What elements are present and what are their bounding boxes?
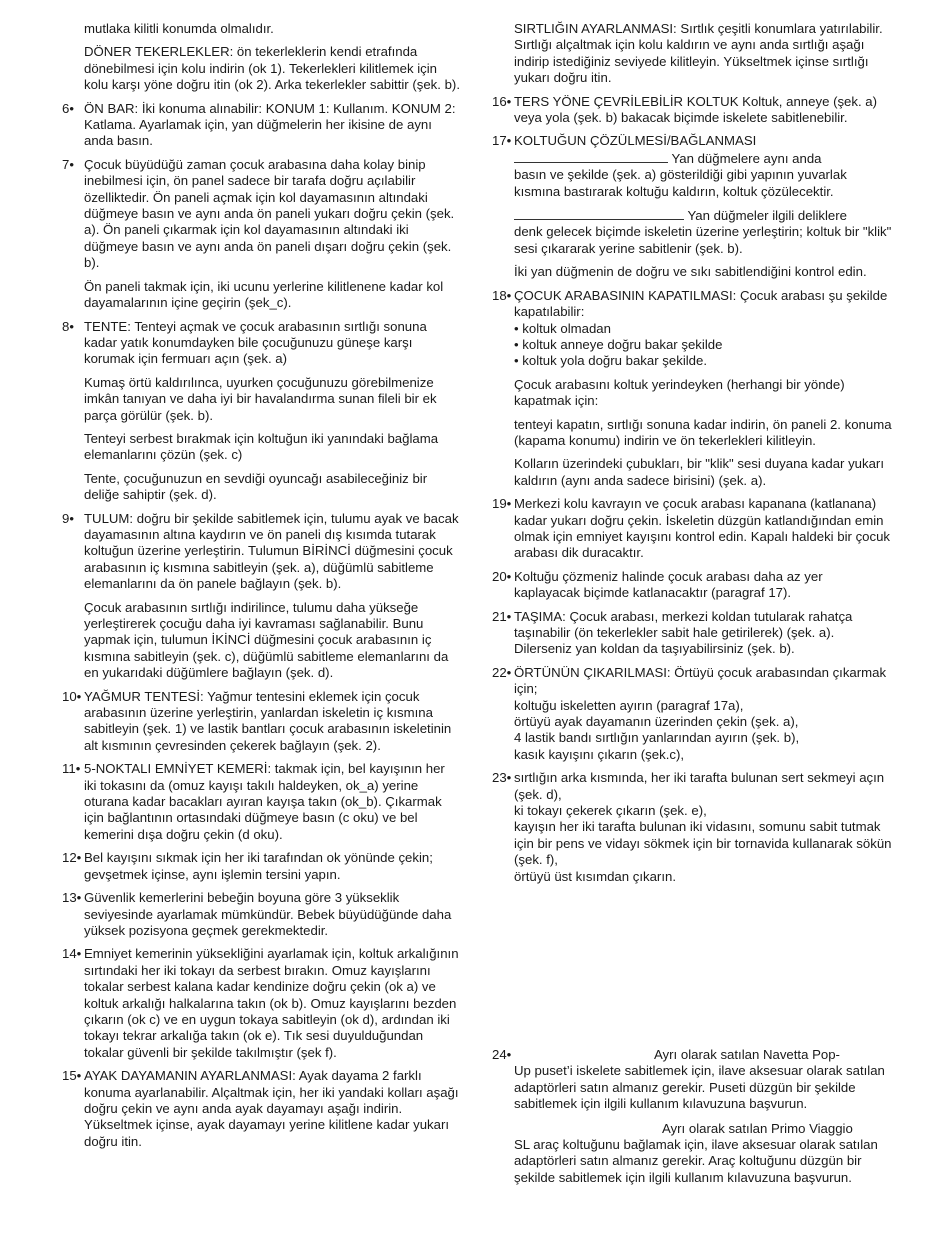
list-item <box>492 569 892 602</box>
item-paragraph: Çocuk arabasının sırtlığı indirilince, tulumu daha yükseğe yerleştirerek çocuğu daha iyi kavraması sağlanabilir. Bunu yapmak için, tulumun İKİNCİ düğmesini çocuk arabasının iç kısmına sabitleyin (şek. c), düğümlü sabitleme elemanlarını da en yukarıdaki düğümlere bağlayın (şek. d). <box>84 599 449 681</box>
list-item <box>492 496 892 562</box>
list-item-22 <box>492 665 892 763</box>
fill-in-blank <box>514 150 668 163</box>
list-item-23 <box>492 770 892 885</box>
backrest-adjustment-paragraph: SIRTLIĞIN AYARLANMASI: Sırtlık çeşitli konumlara yatırılabilir. Sırtlığı alçaltmak için kolu kaldırın ve aynı anda sırtlığı aşağı indirip istediğiniz seviyede kilitleyin. Yükseltmek içinse sırtlığı yukarı doğru itin. <box>514 21 883 86</box>
item-paragraph: Ön paneli takmak için, iki ucunu yerlerine kilitlenene kadar kol dayamalarının içine geçirin (şek_c). <box>84 278 444 311</box>
item-paragraph: Çocuk büyüdüğü zaman çocuk arabasına daha kolay binip inebilmesi için, ön panel sadece bir tarafa doğru açılabilir özelliktedir. Ön paneli açmak için kol dayamasının altındaki düğmeye basın ve aynı anda ön paneli yukarı doğru çekin (şek. a). Ön paneli çıkarmak için kol dayamasının altındaki iki düğmeye basın ve aynı anda ön paneli dışarı doğru çekin (şek. b). <box>84 156 455 271</box>
item-text: Yan düğmeler ilgili deliklere <box>687 208 847 224</box>
item-text: TAŞIMA: Çocuk arabası, merkezi koldan tutularak rahatça taşınabilir (ön tekerlekler sabit hale getirilerek) (şek. a). Dilerseniz yan koldan da taşıyabilirsiniz (şek. b). <box>514 608 853 657</box>
item-text: ÇOCUK ARABASININ KAPATILMASI: Çocuk arabası şu şekilde kapatılabilir: <box>514 287 888 320</box>
item-number: 21• <box>492 608 512 624</box>
bullet-item: • koltuk anneye doğru bakar şekilde <box>514 336 723 352</box>
list-item <box>62 890 460 939</box>
item-paragraph: ÖN BAR: İki konuma alınabilir: KONUM 1: Kullanım. KONUM 2: Katlama. Ayarlamak için, yan düğmelerin her ikisine de aynı anda basın. <box>84 100 456 149</box>
item-text: basın ve şekilde (şek. a) gösterildiği gibi yapının yuvarlak kısmına bastırarak koltuğu kaldırın, koltuk çözülecektir. <box>514 167 847 199</box>
item-paragraph: TENTE: Tenteyi açmak ve çocuk arabasının sırtlığı sonuna kadar yatık konumdayken bile çocuğunuzu güneşe karşı korumak için fermuarı açın (şek. a) <box>84 318 427 367</box>
item-number: 24• <box>492 1047 512 1062</box>
right-column <box>492 21 892 1185</box>
item-number: 10• <box>62 688 82 704</box>
bullet-item: • koltuk yola doğru bakar şekilde. <box>514 353 708 369</box>
right-items-list <box>492 496 892 658</box>
list-item-16 <box>492 94 892 127</box>
item-title: KOLTUĞUN ÇÖZÜLMESİ/BAĞLANMASI <box>514 133 757 149</box>
item-number: 22• <box>492 664 512 680</box>
item-number: 18• <box>492 287 512 303</box>
list-item-18 <box>492 288 892 489</box>
item-text: SL araç koltuğunu bağlamak için, ilave aksesuar olarak satılan adaptörleri satın almanız gerekir. Araç koltuğunu düzgün bir şekilde sabitlemek için ilgili kullanım kılavuzuna başvurun. <box>514 1137 878 1185</box>
swivel-wheels-paragraph: DÖNER TEKERLEKLER: ön tekerleklerin kendi etrafında dönebilmesi için kolu indirin (ok 1). Tekerlekleri kilitlemek için kolu karşı yöne doğru itin (ok 2). Arka tekerlekler sabittir (şek. b). <box>84 44 460 93</box>
item-line: 4 lastik bandı sırtlığın yanlarından ayırın (şek. b), <box>514 730 800 746</box>
list-item <box>492 609 892 658</box>
backrest-adjustment-block <box>492 21 892 87</box>
item-line: sırtlığın arka kısmında, her iki tarafta bulunan sert sekmeyi açın (şek. d), <box>514 770 885 802</box>
item-paragraph: Emniyet kemerinin yüksekliğini ayarlamak için, koltuk arkalığının sırtındaki her iki tokayı da serbest bırakın. Omuz kayışlarını tokalar serbest kalana kadar kendinize doğru çekin (ok a) ve koltuk arkalığı halkalarına takın (ok b). Omuz kayışlarını bezden çıkarın (ok c) ve en uygun tokaya sabitleyin (ok d), ardından iki tokayı tekrar arkalığa takın (ok e). Tık sesi duyulduğundan tokalar güvenli bir şekilde takılmıştır (şek f). <box>84 946 459 1060</box>
item-number: 8• <box>62 318 74 334</box>
left-column <box>62 21 460 1157</box>
item-number: 11• <box>62 761 81 777</box>
item-text: Ayrı olarak satılan Navetta Pop- <box>654 1047 840 1062</box>
item-line: ÖRTÜNÜN ÇIKARILMASI: Örtüyü çocuk arabasından çıkarmak için; <box>514 664 887 697</box>
item-number: 12• <box>62 850 82 866</box>
item-text: İki yan düğmenin de doğru ve sıkı sabitlendiğini kontrol edin. <box>514 264 867 280</box>
item-text: Ayrı olarak satılan Primo Viaggio <box>662 1120 853 1136</box>
item-line: ki tokayı çekerek çıkarın (şek. e), <box>514 803 707 819</box>
item-paragraph: Bel kayışını sıkmak için her iki tarafından ok yönünde çekin; gevşetmek içinse, aynı işlemin tersini yapın. <box>84 850 433 882</box>
item-paragraph: Kumaş örtü kaldırılınca, uyurken çocuğunuzu görebilmenize imkân tanıyan ve daha iyi bir havalandırma sunan fileli bir ek parça görülür (şek. b). <box>84 374 437 423</box>
item-paragraph: AYAK DAYAMANIN AYARLANMASI: Ayak dayama 2 farklı konuma ayarlanabilir. Alçaltmak için, her iki yandaki kolları aşağı doğru çekin ve aynı anda ayak dayamayı aşağı indirin. Yükseltmek içinse, ayak dayamayı yerine kilitlene kadar yukarı doğru itin. <box>84 1068 459 1149</box>
item-paragraph: Tente, çocuğunuzun en sevdiği oyuncağı asabileceğiniz bir deliğe sahiptir (şek. d). <box>84 470 428 503</box>
item-number: 17• <box>492 133 512 149</box>
list-item <box>62 319 460 504</box>
intro-block <box>62 21 460 94</box>
item-line: kayışın her iki tarafta bulunan iki vidasını, somunu sabit tutmak için bir pens ve vidayı sökmek için bir tornavida kullanarak sökün (şek. f), <box>514 819 892 868</box>
left-items-list <box>62 101 460 1151</box>
item-text: Çocuk arabasını koltuk yerindeyken (herhangi bir yönde) kapatmak için: <box>514 376 845 409</box>
item-line: koltuğu iskeletten ayırın (paragraf 17a), <box>514 697 744 713</box>
list-item <box>62 946 460 1061</box>
item-line: örtüyü üst kısımdan çıkarın. <box>514 868 676 884</box>
item-number: 20• <box>492 568 512 584</box>
item-paragraph: YAĞMUR TENTESİ: Yağmur tentesini eklemek için çocuk arabasının üzerine yerleştirin, yanlardan iskeletin iç kısmına sabitleyin (şek. 1) ve lastik bantları çocuk arabasının iskeletinin alt kısmının çevresinden çekerek bağlayın (şek. 2). <box>84 688 452 753</box>
list-item-17 <box>492 133 892 280</box>
item-text: Kolların üzerindeki çubukları, bir "klik" sesi duyana kadar yukarı kaldırın (aynı anda sadece birisini) (şek. a). <box>514 456 884 488</box>
item-line: kasık kayışını çıkarın (şek.c), <box>514 746 685 762</box>
item-number: 13• <box>62 890 82 906</box>
list-item <box>62 850 460 883</box>
item-text: denk gelecek biçimde iskeletin üzerine yerleştirin; koltuk bir "klik" sesi çıkararak yerine sabitlenir (şek. b). <box>514 224 892 256</box>
item-number: 14• <box>62 946 82 962</box>
item-number: 23• <box>492 770 512 786</box>
list-item <box>62 689 460 755</box>
item-paragraph: Tenteyi serbest bırakmak için koltuğun iki yanındaki bağlama elemanlarını çözün (şek. c) <box>84 430 439 463</box>
item-number: 7• <box>62 156 74 172</box>
item-text: Up puset’i iskelete sabitlemek için, ilave aksesuar olarak satılan adaptörleri satın almanız gerekir. Puseti düzgün bir şekilde sabitlemek için ilgili kullanım kılavuzuna başvurun. <box>514 1063 885 1112</box>
item-paragraph: TULUM: doğru bir şekilde sabitlemek için, tulumu ayak ve bacak dayamasının altına kaydırın ve ön paneli dış kısımda tutarak koltuğun üzerine yerleştirin. Tulumun BİRİNCİ düğmesini çocuk arabasının iç kısmına sabitleyin (şek. a), düğümlü sabitleme elemanlarını da ön panele bağlayın (şek. b). <box>84 510 459 592</box>
list-item-24 <box>492 1047 892 1186</box>
item-number: 6• <box>62 100 74 116</box>
intro-line: mutlaka kilitli konumda olmalıdır. <box>84 21 274 36</box>
item-text: Yan düğmelere aynı anda <box>671 150 822 166</box>
list-item <box>62 511 460 682</box>
fill-in-blank <box>514 207 684 220</box>
list-item <box>62 101 460 150</box>
item-paragraph: 5-NOKTALI EMNİYET KEMERİ: takmak için, bel kayışının her iki tokasını da (omuz kayışı takılı haldeyken, ok_a) yerine oturana kadar bacakları ayıran kayışa takın (ok_b). Çıkarmak için bağlantının ortasındaki düğmeye basın (c oku) ve bel kemerini dışa doğru çekin (d oku). <box>84 761 445 842</box>
item-line: örtüyü ayak dayamanın üzerinden çekin (şek. a), <box>514 714 799 730</box>
item-text: Merkezi kolu kavrayın ve çocuk arabası kapanana (katlanana) kadar yukarı doğru çekin. İskeletin düzgün katlandığından emin olmak için emniyet kayışını kontrol edin. Kapalı haldeki bir çocuk arabası dik duracaktır. <box>514 496 891 561</box>
item-text: Koltuğu çözmeniz halinde çocuk arabası daha az yer kaplayacak biçimde katlanacaktır (paragraf 17). <box>514 568 823 601</box>
list-item <box>62 761 460 843</box>
item-paragraph: Güvenlik kemerlerini bebeğin boyuna göre 3 yükseklik seviyesinde ayarlamak mümkündür. Bebek büyüdüğünde daha yüksek pozisyona geçmek gerekmektedir. <box>84 890 452 938</box>
bullet-item: • koltuk olmadan <box>514 320 611 336</box>
list-item <box>62 157 460 312</box>
item-number: 16• <box>492 93 512 109</box>
item-number: 9• <box>62 510 74 526</box>
item-number: 15• <box>62 1068 82 1084</box>
item-number: 19• <box>492 496 512 512</box>
list-item <box>62 1068 460 1150</box>
item-text: TERS YÖNE ÇEVRİLEBİLİR KOLTUK Koltuk, anneye (şek. a) veya yola (şek. b) bakacak biçimde iskelete sabitlenebilir. <box>514 93 878 126</box>
item-text: tenteyi kapatın, sırtlığı sonuna kadar indirin, ön paneli 2. konuma (kapama konumu) indirin ve ön tekerlekleri kilitleyin. <box>514 416 892 448</box>
